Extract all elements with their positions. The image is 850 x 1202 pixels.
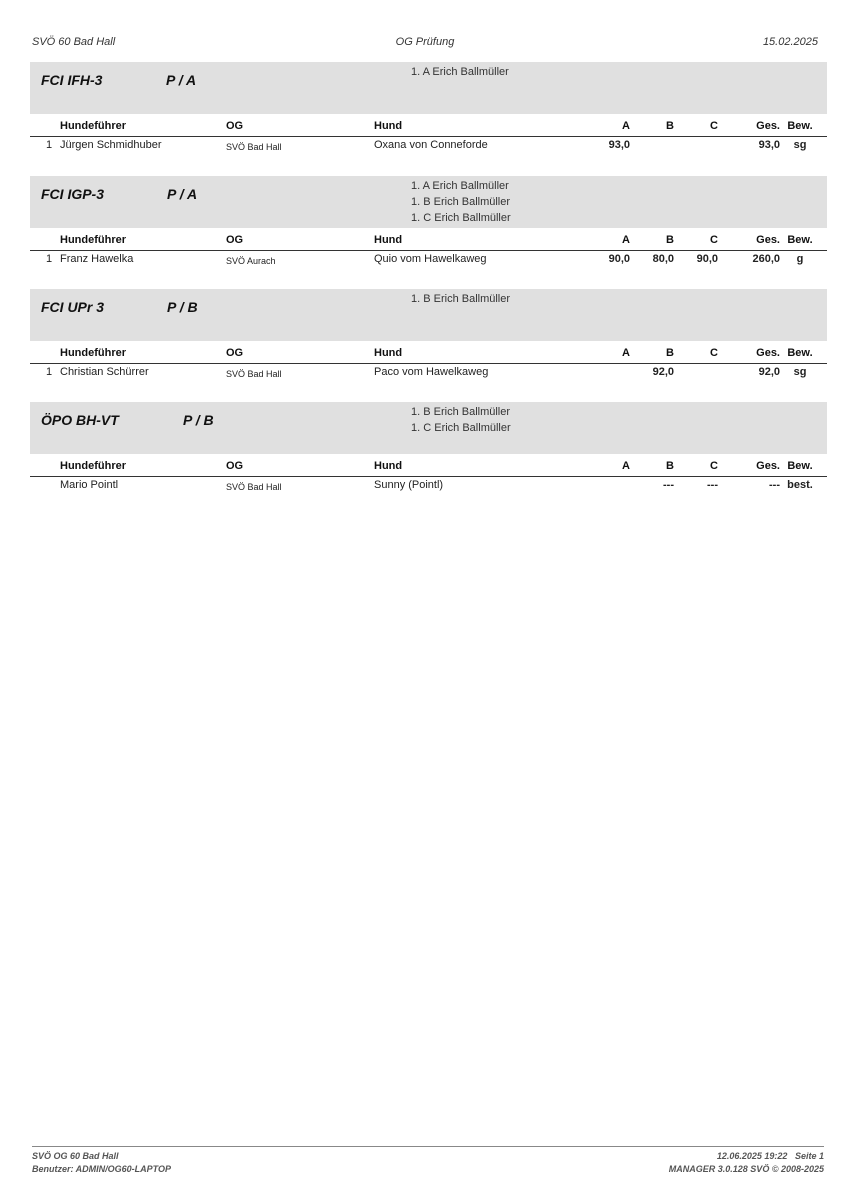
col-dog: Hund: [374, 120, 403, 132]
class-label: P / A: [166, 72, 197, 88]
col-a: A: [622, 347, 630, 359]
row-rating: best.: [787, 479, 813, 491]
row-handler: Jürgen Schmidhuber: [60, 139, 162, 151]
section-ifh3: [30, 62, 827, 157]
column-header: [30, 232, 827, 251]
judge-entry: 1. B Erich Ballmüller: [411, 196, 511, 208]
judge-entry: 1. B Erich Ballmüller: [411, 293, 511, 305]
col-a: A: [622, 120, 630, 132]
col-b: B: [666, 347, 674, 359]
col-b: B: [666, 234, 674, 246]
row-score-b: 80,0: [652, 253, 674, 265]
col-c: C: [710, 234, 718, 246]
row-og: SVÖ Bad Hall: [226, 142, 282, 152]
col-b: B: [666, 120, 674, 132]
row-score-a: 93,0: [608, 139, 630, 151]
col-handler: Hundeführer: [60, 120, 126, 132]
row-total: ---: [769, 479, 780, 491]
col-og: OG: [226, 460, 244, 472]
table-row: [30, 364, 827, 384]
table-row: [30, 251, 827, 271]
row-total: 92,0: [758, 366, 780, 378]
section-upr3: [30, 289, 827, 384]
footer-club: SVÖ OG 60 Bad Hall: [32, 1151, 119, 1161]
judge-entry: 1. A Erich Ballmüller: [411, 180, 509, 192]
col-total: Ges.: [756, 347, 780, 359]
row-rating: sg: [793, 139, 807, 151]
col-og: OG: [226, 234, 244, 246]
row-dog: Paco vom Hawelkaweg: [374, 366, 489, 378]
row-handler: Franz Hawelka: [60, 253, 134, 265]
judge-entry: 1. C Erich Ballmüller: [411, 422, 511, 434]
row-og: SVÖ Bad Hall: [226, 369, 282, 379]
col-total: Ges.: [756, 460, 780, 472]
section-banner: [30, 289, 827, 341]
row-handler: Christian Schürrer: [60, 366, 149, 378]
col-dog: Hund: [374, 234, 403, 246]
judges-list: [411, 291, 510, 307]
discipline-label: FCI IFH-3: [41, 72, 103, 88]
discipline-label: ÖPO BH-VT: [41, 412, 119, 428]
row-og: SVÖ Aurach: [226, 256, 276, 266]
row-handler: Mario Pointl: [60, 479, 119, 491]
section-banner: [30, 402, 827, 454]
judge-entry: 1. B Erich Ballmüller: [411, 406, 511, 418]
col-rating: Bew.: [787, 347, 813, 359]
column-header: [30, 458, 827, 477]
col-og: OG: [226, 347, 244, 359]
column-header: [30, 345, 827, 364]
footer-right: [669, 1150, 824, 1176]
col-rating: Bew.: [787, 460, 813, 472]
judges-list: [411, 178, 511, 226]
section-bhvt: [30, 402, 827, 497]
col-a: A: [622, 460, 630, 472]
table-row: [30, 477, 827, 497]
judge-entry: 1. A Erich Ballmüller: [411, 66, 509, 78]
judge-entry: 1. C Erich Ballmüller: [411, 212, 511, 224]
footer-left: [32, 1150, 171, 1176]
footer-user: Benutzer: ADMIN/OG60-LAPTOP: [32, 1164, 172, 1174]
row-number: 1: [46, 139, 53, 151]
page-footer: [32, 1146, 824, 1174]
judges-list: [411, 404, 511, 436]
col-rating: Bew.: [787, 234, 813, 246]
section-igp3: [30, 176, 827, 271]
row-score-c: 90,0: [696, 253, 718, 265]
row-rating: g: [796, 253, 804, 265]
col-c: C: [710, 120, 718, 132]
row-og: SVÖ Bad Hall: [226, 482, 282, 492]
class-label: P / A: [167, 186, 198, 202]
col-dog: Hund: [374, 460, 403, 472]
class-label: P / B: [167, 299, 198, 315]
footer-printed: 12.06.2025 19:22: [716, 1151, 788, 1161]
col-a: A: [622, 234, 630, 246]
col-handler: Hundeführer: [60, 234, 126, 246]
discipline-label: FCI IGP-3: [41, 186, 105, 202]
row-total: 93,0: [758, 139, 780, 151]
page-header: [32, 36, 818, 52]
header-title: OG Prüfung: [395, 36, 455, 48]
class-label: P / B: [183, 412, 214, 428]
row-score-b: 92,0: [652, 366, 674, 378]
table-row: [30, 137, 827, 157]
col-dog: Hund: [374, 347, 403, 359]
col-c: C: [710, 460, 718, 472]
col-handler: Hundeführer: [60, 460, 126, 472]
header-organization: SVÖ 60 Bad Hall: [32, 36, 116, 48]
row-dog: Oxana von Conneforde: [374, 139, 488, 151]
col-handler: Hundeführer: [60, 347, 126, 359]
section-banner: [30, 176, 827, 228]
header-date: 15.02.2025: [762, 36, 818, 48]
col-b: B: [666, 460, 674, 472]
judges-list: [411, 64, 509, 80]
row-number: 1: [46, 366, 53, 378]
row-score-b: ---: [663, 479, 674, 491]
col-c: C: [710, 347, 718, 359]
row-total: 260,0: [752, 253, 780, 265]
row-number: 1: [46, 253, 53, 265]
col-rating: Bew.: [787, 120, 813, 132]
row-rating: sg: [793, 366, 807, 378]
footer-software: MANAGER 3.0.128 SVÖ © 2008-2025: [668, 1164, 824, 1174]
col-total: Ges.: [756, 120, 780, 132]
discipline-label: FCI UPr 3: [41, 299, 105, 315]
row-dog: Quio vom Hawelkaweg: [374, 253, 487, 265]
section-banner: [30, 62, 827, 114]
row-dog: Sunny (Pointl): [374, 479, 444, 491]
column-header: [30, 118, 827, 137]
footer-page: Seite 1: [794, 1151, 824, 1161]
row-score-a: 90,0: [608, 253, 630, 265]
row-score-c: ---: [707, 479, 718, 491]
col-og: OG: [226, 120, 244, 132]
col-total: Ges.: [756, 234, 780, 246]
